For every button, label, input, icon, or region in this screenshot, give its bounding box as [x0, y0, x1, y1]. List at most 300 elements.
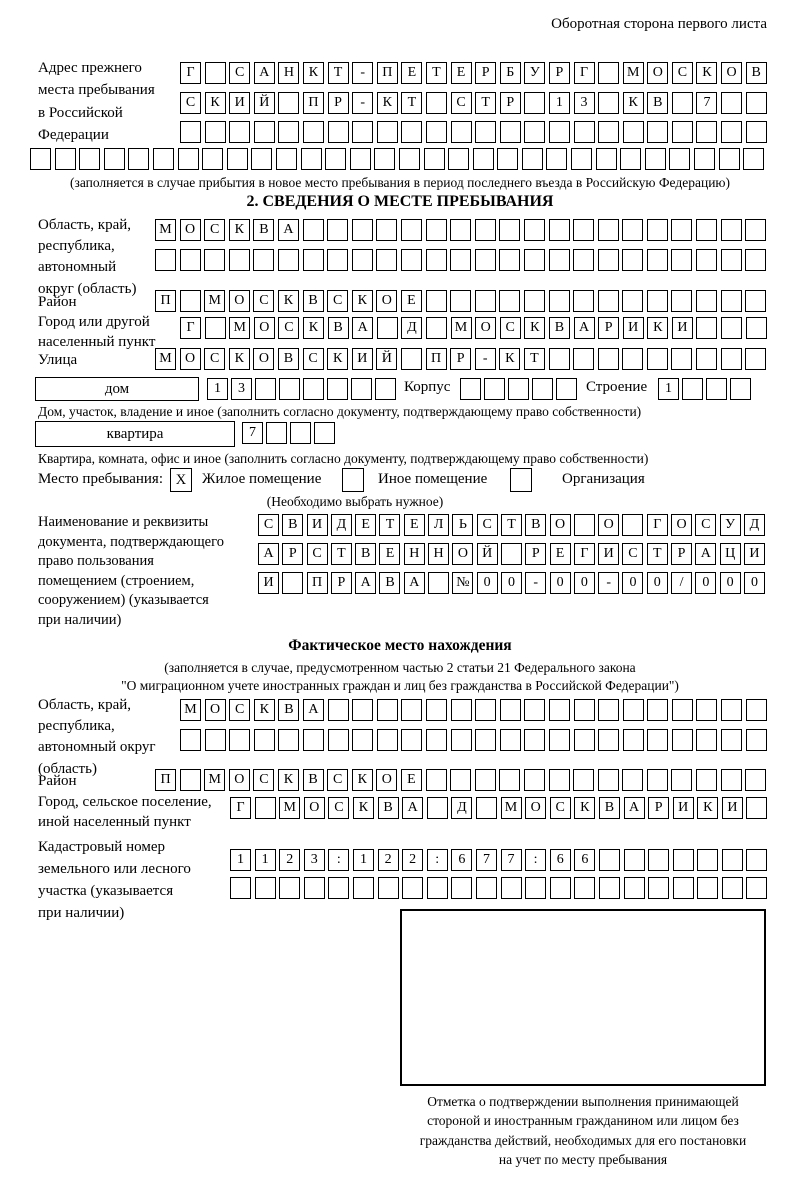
char-box: В [647, 92, 668, 114]
char-box [599, 849, 620, 871]
label-line: в Российской [38, 104, 123, 121]
char-box: В [355, 543, 376, 565]
char-box [671, 290, 692, 312]
label-line: гражданства действий, необходимых для его постановки [419, 1132, 747, 1148]
char-box: Р [598, 317, 619, 339]
char-box [328, 121, 349, 143]
char-box: И [598, 543, 619, 565]
char-box: О [647, 62, 668, 84]
char-box: П [155, 290, 176, 312]
char-box [647, 769, 668, 791]
char-box: О [376, 769, 397, 791]
char-box [475, 290, 496, 312]
char-box: Н [428, 543, 449, 565]
char-box: В [599, 797, 620, 819]
char-box: С [622, 543, 643, 565]
region-row-1 [155, 219, 766, 241]
char-box [475, 729, 496, 751]
char-box: С [253, 769, 274, 791]
char-box [229, 249, 250, 271]
char-box [475, 249, 496, 271]
char-box [399, 148, 420, 170]
char-box: С [229, 62, 250, 84]
char-box: 3 [574, 92, 595, 114]
char-box [721, 769, 742, 791]
cadastral-label [38, 836, 191, 924]
char-box: 3 [231, 378, 252, 400]
char-box: В [328, 317, 349, 339]
char-box: М [180, 699, 201, 721]
label-line: места пребывания [38, 82, 155, 99]
prev-address-row-1 [180, 62, 767, 84]
char-box: Г [180, 317, 201, 339]
char-box [426, 121, 447, 143]
char-box [276, 148, 297, 170]
char-box [622, 219, 643, 241]
char-box: А [402, 797, 423, 819]
char-box: О [376, 290, 397, 312]
confirmation-stamp-note [385, 1092, 781, 1169]
char-box: Н [404, 543, 425, 565]
char-box [475, 121, 496, 143]
char-box: Т [501, 514, 522, 536]
char-box: К [524, 317, 545, 339]
char-box: 0 [720, 572, 741, 594]
char-box: М [279, 797, 300, 819]
char-box: Е [401, 62, 422, 84]
char-box [229, 121, 250, 143]
char-box: С [253, 290, 274, 312]
prev-address-row-2 [180, 92, 767, 114]
char-box [722, 849, 743, 871]
char-box [694, 148, 715, 170]
char-box: 7 [501, 849, 522, 871]
prev-address-label [38, 57, 155, 147]
stay-type-label-residential: Жилое помещение [202, 471, 322, 487]
char-box [350, 148, 371, 170]
char-box: Р [331, 572, 352, 594]
char-box [556, 378, 577, 400]
char-box: : [328, 849, 349, 871]
char-box [746, 877, 767, 899]
char-box: 1 [549, 92, 570, 114]
char-box [524, 699, 545, 721]
char-box [696, 348, 717, 370]
char-box: Р [500, 92, 521, 114]
char-box [647, 348, 668, 370]
char-box: - [352, 62, 373, 84]
char-box [599, 877, 620, 899]
char-box [746, 317, 767, 339]
char-box: 3 [304, 849, 325, 871]
char-box [426, 729, 447, 751]
char-box [476, 877, 497, 899]
char-box: Д [744, 514, 765, 536]
char-box [549, 290, 570, 312]
char-box [475, 769, 496, 791]
char-box: Д [331, 514, 352, 536]
char-box [647, 729, 668, 751]
cadastral-row-1 [230, 849, 767, 871]
char-box [376, 219, 397, 241]
char-box [669, 148, 690, 170]
char-box: О [550, 514, 571, 536]
char-box [128, 148, 149, 170]
char-box: Й [254, 92, 275, 114]
char-box [30, 148, 51, 170]
char-box: : [525, 849, 546, 871]
char-box [303, 378, 324, 400]
char-box [401, 729, 422, 751]
char-box [450, 769, 471, 791]
char-box [573, 219, 594, 241]
char-box [524, 769, 545, 791]
char-box: О [475, 317, 496, 339]
char-box [325, 148, 346, 170]
char-box: 0 [695, 572, 716, 594]
char-box [622, 290, 643, 312]
char-box: И [673, 797, 694, 819]
char-box [254, 729, 275, 751]
char-box [424, 148, 445, 170]
char-box: : [427, 849, 448, 871]
char-box: А [404, 572, 425, 594]
char-box [745, 348, 766, 370]
char-box [524, 92, 545, 114]
char-box: 7 [696, 92, 717, 114]
char-box [721, 729, 742, 751]
char-box [721, 121, 742, 143]
stay-place-label: Место пребывания: [38, 471, 163, 487]
char-box [623, 699, 644, 721]
char-box [549, 219, 570, 241]
char-box [746, 849, 767, 871]
char-box: А [303, 699, 324, 721]
char-box: С [550, 797, 571, 819]
char-box [376, 249, 397, 271]
char-box [620, 148, 641, 170]
char-box: 1 [658, 378, 679, 400]
char-box: 1 [207, 378, 228, 400]
char-box: К [278, 290, 299, 312]
char-box [180, 249, 201, 271]
label-line: населенный пункт [38, 333, 156, 350]
actual-district-row [155, 769, 766, 791]
char-box: П [426, 348, 447, 370]
city-row [180, 317, 767, 339]
char-box: Г [647, 514, 668, 536]
char-box [230, 877, 251, 899]
label-line: помещением (строением, [38, 572, 195, 589]
label-line: республика, [38, 718, 115, 735]
char-box [546, 148, 567, 170]
label-line: право пользования [38, 553, 154, 570]
char-box [279, 877, 300, 899]
stroenie-label: Строение [586, 379, 648, 395]
char-box [673, 849, 694, 871]
korpus-cells [460, 378, 577, 400]
char-box: О [671, 514, 692, 536]
char-box: 1 [353, 849, 374, 871]
char-box: Н [278, 62, 299, 84]
char-box [178, 148, 199, 170]
char-box: М [451, 317, 472, 339]
char-box: К [647, 317, 668, 339]
char-box [180, 729, 201, 751]
char-box: Й [376, 348, 397, 370]
char-box [522, 148, 543, 170]
char-box [745, 769, 766, 791]
confirmation-stamp-box [400, 909, 766, 1086]
char-box [282, 572, 303, 594]
char-box [574, 729, 595, 751]
char-box [532, 378, 553, 400]
char-box [672, 92, 693, 114]
char-box: В [303, 290, 324, 312]
char-box [79, 148, 100, 170]
char-box [648, 849, 669, 871]
char-box: Е [401, 290, 422, 312]
char-box [303, 121, 324, 143]
char-box [696, 729, 717, 751]
char-box [524, 249, 545, 271]
char-box [746, 121, 767, 143]
label-line: автономный [38, 259, 117, 276]
char-box [696, 699, 717, 721]
char-box: П [377, 62, 398, 84]
char-box: Г [180, 62, 201, 84]
house-type-box: дом [35, 377, 199, 401]
char-box [426, 317, 447, 339]
char-box: 0 [501, 572, 522, 594]
char-box [352, 699, 373, 721]
char-box [501, 543, 522, 565]
char-box [549, 348, 570, 370]
section2-title: 2. СВЕДЕНИЯ О МЕСТЕ ПРЕБЫВАНИЯ [246, 193, 554, 210]
char-box: 6 [550, 849, 571, 871]
char-box: - [352, 92, 373, 114]
char-box: 1 [230, 849, 251, 871]
char-box: С [303, 348, 324, 370]
char-box [550, 877, 571, 899]
label-line: Федерации [38, 127, 109, 144]
char-box [351, 378, 372, 400]
char-box: С [258, 514, 279, 536]
char-box: О [598, 514, 619, 536]
char-box [672, 699, 693, 721]
char-box [476, 797, 497, 819]
label-line: стороной и иностранным гражданином или лицом без [427, 1113, 739, 1129]
char-box: С [278, 317, 299, 339]
char-box [328, 699, 349, 721]
char-box [697, 849, 718, 871]
char-box: И [352, 348, 373, 370]
char-box [598, 699, 619, 721]
char-box: В [278, 348, 299, 370]
char-box [730, 378, 751, 400]
char-box [352, 729, 373, 751]
char-box [255, 378, 276, 400]
char-box [375, 378, 396, 400]
char-box [278, 729, 299, 751]
char-box: Р [282, 543, 303, 565]
char-box [278, 249, 299, 271]
char-box: Т [331, 543, 352, 565]
char-box [104, 148, 125, 170]
char-box [426, 699, 447, 721]
label-line: при наличии) [38, 611, 122, 628]
char-box: Т [426, 62, 447, 84]
char-box [500, 729, 521, 751]
char-box [596, 148, 617, 170]
char-box [598, 62, 619, 84]
stay-type-label-organization: Организация [562, 471, 645, 487]
city-label [38, 313, 155, 352]
char-box [377, 317, 398, 339]
label-line: сооружением) (указывается [38, 592, 209, 609]
char-box: Д [401, 317, 422, 339]
char-box: К [697, 797, 718, 819]
char-box [671, 249, 692, 271]
char-box: № [452, 572, 473, 594]
char-box [377, 121, 398, 143]
label-line: округ (область) [38, 280, 137, 297]
char-box: О [525, 797, 546, 819]
region-label [38, 215, 136, 300]
char-box: А [278, 219, 299, 241]
char-box [450, 219, 471, 241]
char-box [706, 378, 727, 400]
char-box [451, 121, 472, 143]
char-box [303, 249, 324, 271]
char-box: Й [477, 543, 498, 565]
apartment-type-box: квартира [35, 421, 235, 447]
char-box [251, 148, 272, 170]
char-box [401, 219, 422, 241]
char-box: Р [328, 92, 349, 114]
label-line: при наличии) [38, 905, 125, 921]
char-box [450, 290, 471, 312]
apartment-note: Квартира, комната, офис и иное (заполнить согласно документу, подтверждающему право собственности) [38, 451, 649, 466]
char-box [745, 249, 766, 271]
char-box [524, 290, 545, 312]
char-box [328, 877, 349, 899]
char-box [278, 121, 299, 143]
actual-region-label [38, 695, 156, 780]
char-box: Г [230, 797, 251, 819]
char-box [598, 219, 619, 241]
prev-address-note: (заполняется в случае прибытия в новое место пребывания в период последнего въезда в Российскую Федерацию) [69, 175, 731, 190]
char-box: Е [401, 769, 422, 791]
char-box: С [204, 219, 225, 241]
char-box [328, 729, 349, 751]
char-box [499, 219, 520, 241]
stay-type-checkbox-other [342, 468, 364, 492]
char-box: Р [525, 543, 546, 565]
char-box: М [229, 317, 250, 339]
char-box [573, 249, 594, 271]
district-label: Район [38, 294, 77, 310]
char-box [499, 249, 520, 271]
char-box: С [327, 769, 348, 791]
char-box [426, 769, 447, 791]
char-box: С [477, 514, 498, 536]
char-box [202, 148, 223, 170]
char-box: А [352, 317, 373, 339]
char-box [624, 849, 645, 871]
char-box [697, 877, 718, 899]
char-box: А [355, 572, 376, 594]
house-number-cells [207, 378, 396, 400]
char-box: 2 [402, 849, 423, 871]
char-box [722, 877, 743, 899]
label-line: Область, край, [38, 697, 132, 713]
char-box [622, 514, 643, 536]
header-note: Оборотная сторона первого листа [551, 16, 767, 32]
char-box [448, 148, 469, 170]
char-box [672, 121, 693, 143]
char-box: М [204, 769, 225, 791]
actual-location-title: Фактическое место нахождения [288, 637, 512, 654]
char-box [647, 699, 668, 721]
char-box: О [304, 797, 325, 819]
char-box [451, 729, 472, 751]
char-box [696, 249, 717, 271]
char-box: К [352, 290, 373, 312]
char-box: Е [404, 514, 425, 536]
char-box: У [524, 62, 545, 84]
char-box: Е [550, 543, 571, 565]
char-box: К [623, 92, 644, 114]
char-box [598, 769, 619, 791]
char-box: Б [500, 62, 521, 84]
char-box: Т [524, 348, 545, 370]
char-box: К [205, 92, 226, 114]
char-box [696, 219, 717, 241]
char-box: Е [451, 62, 472, 84]
char-box [153, 148, 174, 170]
char-box [401, 249, 422, 271]
char-box: С [328, 797, 349, 819]
char-box [647, 121, 668, 143]
char-box: А [624, 797, 645, 819]
char-box [155, 249, 176, 271]
actual-city-row [230, 797, 767, 819]
char-box: К [229, 219, 250, 241]
char-box: И [229, 92, 250, 114]
char-box: М [204, 290, 225, 312]
char-box [524, 729, 545, 751]
char-box [598, 121, 619, 143]
char-box: Е [355, 514, 376, 536]
char-box: К [278, 769, 299, 791]
label-line: Отметка о подтверждении выполнения принимающей [427, 1094, 739, 1109]
char-box [204, 249, 225, 271]
char-box [180, 121, 201, 143]
char-box: А [258, 543, 279, 565]
char-box [549, 699, 570, 721]
actual-location-note-1: (заполняется в случае, предусмотренном частью 2 статьи 21 Федерального закона [164, 660, 636, 675]
char-box: Р [549, 62, 570, 84]
char-box: 0 [550, 572, 571, 594]
char-box: О [229, 290, 250, 312]
street-label: Улица [38, 352, 78, 368]
char-box: К [229, 348, 250, 370]
char-box: О [180, 219, 201, 241]
actual-region-row-1 [180, 699, 767, 721]
char-box [499, 769, 520, 791]
char-box [721, 317, 742, 339]
